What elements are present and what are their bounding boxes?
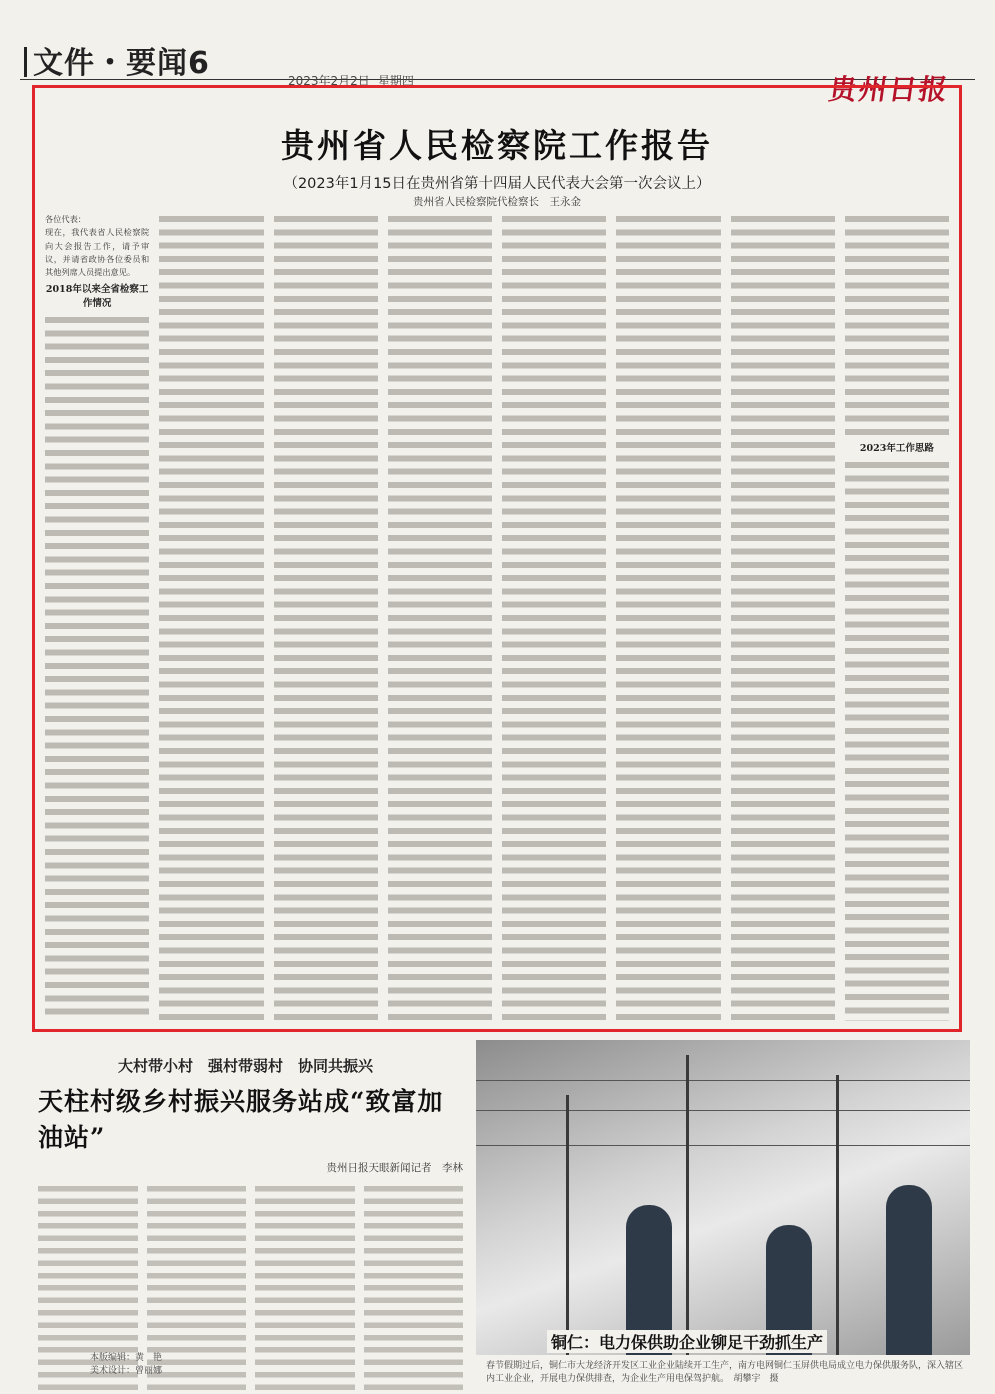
masthead <box>20 30 975 106</box>
body-text-block <box>731 213 835 1021</box>
page-credits <box>90 1352 162 1378</box>
body-text-block <box>502 213 606 1021</box>
report-title: 贵州省人民检察院工作报告 <box>281 126 713 165</box>
report-heading-review: 2018年以来全省检察工作情况 <box>45 284 149 309</box>
rural-story-byline: 贵州日报天眼新闻记者 李林 <box>326 1162 463 1174</box>
power-line <box>476 1080 970 1081</box>
report-subtitle: （2023年1月15日在贵州省第十四届人民代表大会第一次会议上） <box>283 176 711 192</box>
rural-story-kicker: 大村带小村 强村带弱村 协同共振兴 <box>118 1057 374 1075</box>
body-text-block <box>255 1183 355 1394</box>
report-column-4 <box>388 213 492 1021</box>
section-title <box>24 38 210 82</box>
designer-credit: 美术设计：曾丽娜 <box>90 1366 163 1376</box>
body-text-block <box>274 213 378 1021</box>
rural-story-headline: 天柱村级乡村振兴服务站成“致富加油站” <box>38 1087 444 1152</box>
power-tower <box>566 1095 569 1355</box>
body-text-block <box>364 1183 464 1394</box>
report-column-2 <box>159 213 263 1021</box>
news-photo <box>476 1040 970 1355</box>
power-tower <box>686 1055 689 1355</box>
photo-caption: 春节假期过后，铜仁市大龙经济开发区工业企业陆续开工生产，南方电网铜仁玉屏供电局成立电力保供服务队，深入辖区内工业企业，开展电力保供排查，为企业生产用电保驾护航。 胡攀宇 摄 <box>486 1361 964 1384</box>
report-column-8 <box>845 213 949 1021</box>
rural-story <box>38 1055 463 1373</box>
report-column-3 <box>274 213 378 1021</box>
report-article <box>32 85 962 1032</box>
report-column-1 <box>45 213 149 1021</box>
editor-credit: 本版编辑：黄 艳 <box>90 1353 163 1363</box>
report-author: 贵州省人民检察院代检察长 王永金 <box>413 196 581 208</box>
photo-caption-title: 铜仁：电力保供助企业铆足干劲抓生产 <box>547 1330 827 1353</box>
body-text-block <box>845 459 949 1021</box>
body-text-block <box>845 213 949 438</box>
report-column-5 <box>502 213 606 1021</box>
page-number: 6 <box>188 46 210 81</box>
power-tower <box>836 1075 839 1355</box>
power-line <box>476 1110 970 1111</box>
worker-figure <box>886 1185 932 1355</box>
issue-date: 2023年2月2日 <box>288 74 370 88</box>
power-line <box>476 1145 970 1146</box>
body-text-block <box>45 314 149 1021</box>
report-heading-plan: 2023年工作思路 <box>859 443 934 454</box>
report-column-7 <box>731 213 835 1021</box>
newspaper-logo: 贵州日报 <box>826 73 952 106</box>
report-columns <box>45 213 949 1021</box>
body-text-block <box>388 213 492 1021</box>
body-text-block <box>616 213 720 1021</box>
body-text-block <box>159 213 263 1021</box>
report-column-6 <box>616 213 720 1021</box>
section-bar <box>24 47 27 77</box>
section-name: 文件・要闻 <box>33 46 188 81</box>
report-opening: 各位代表： 现在，我代表省人民检察院向大会报告工作，请予审议，并请省政协各位委员和其他列席人员提出意见。 <box>45 213 149 279</box>
issue-weekday: 星期四 <box>377 74 414 88</box>
